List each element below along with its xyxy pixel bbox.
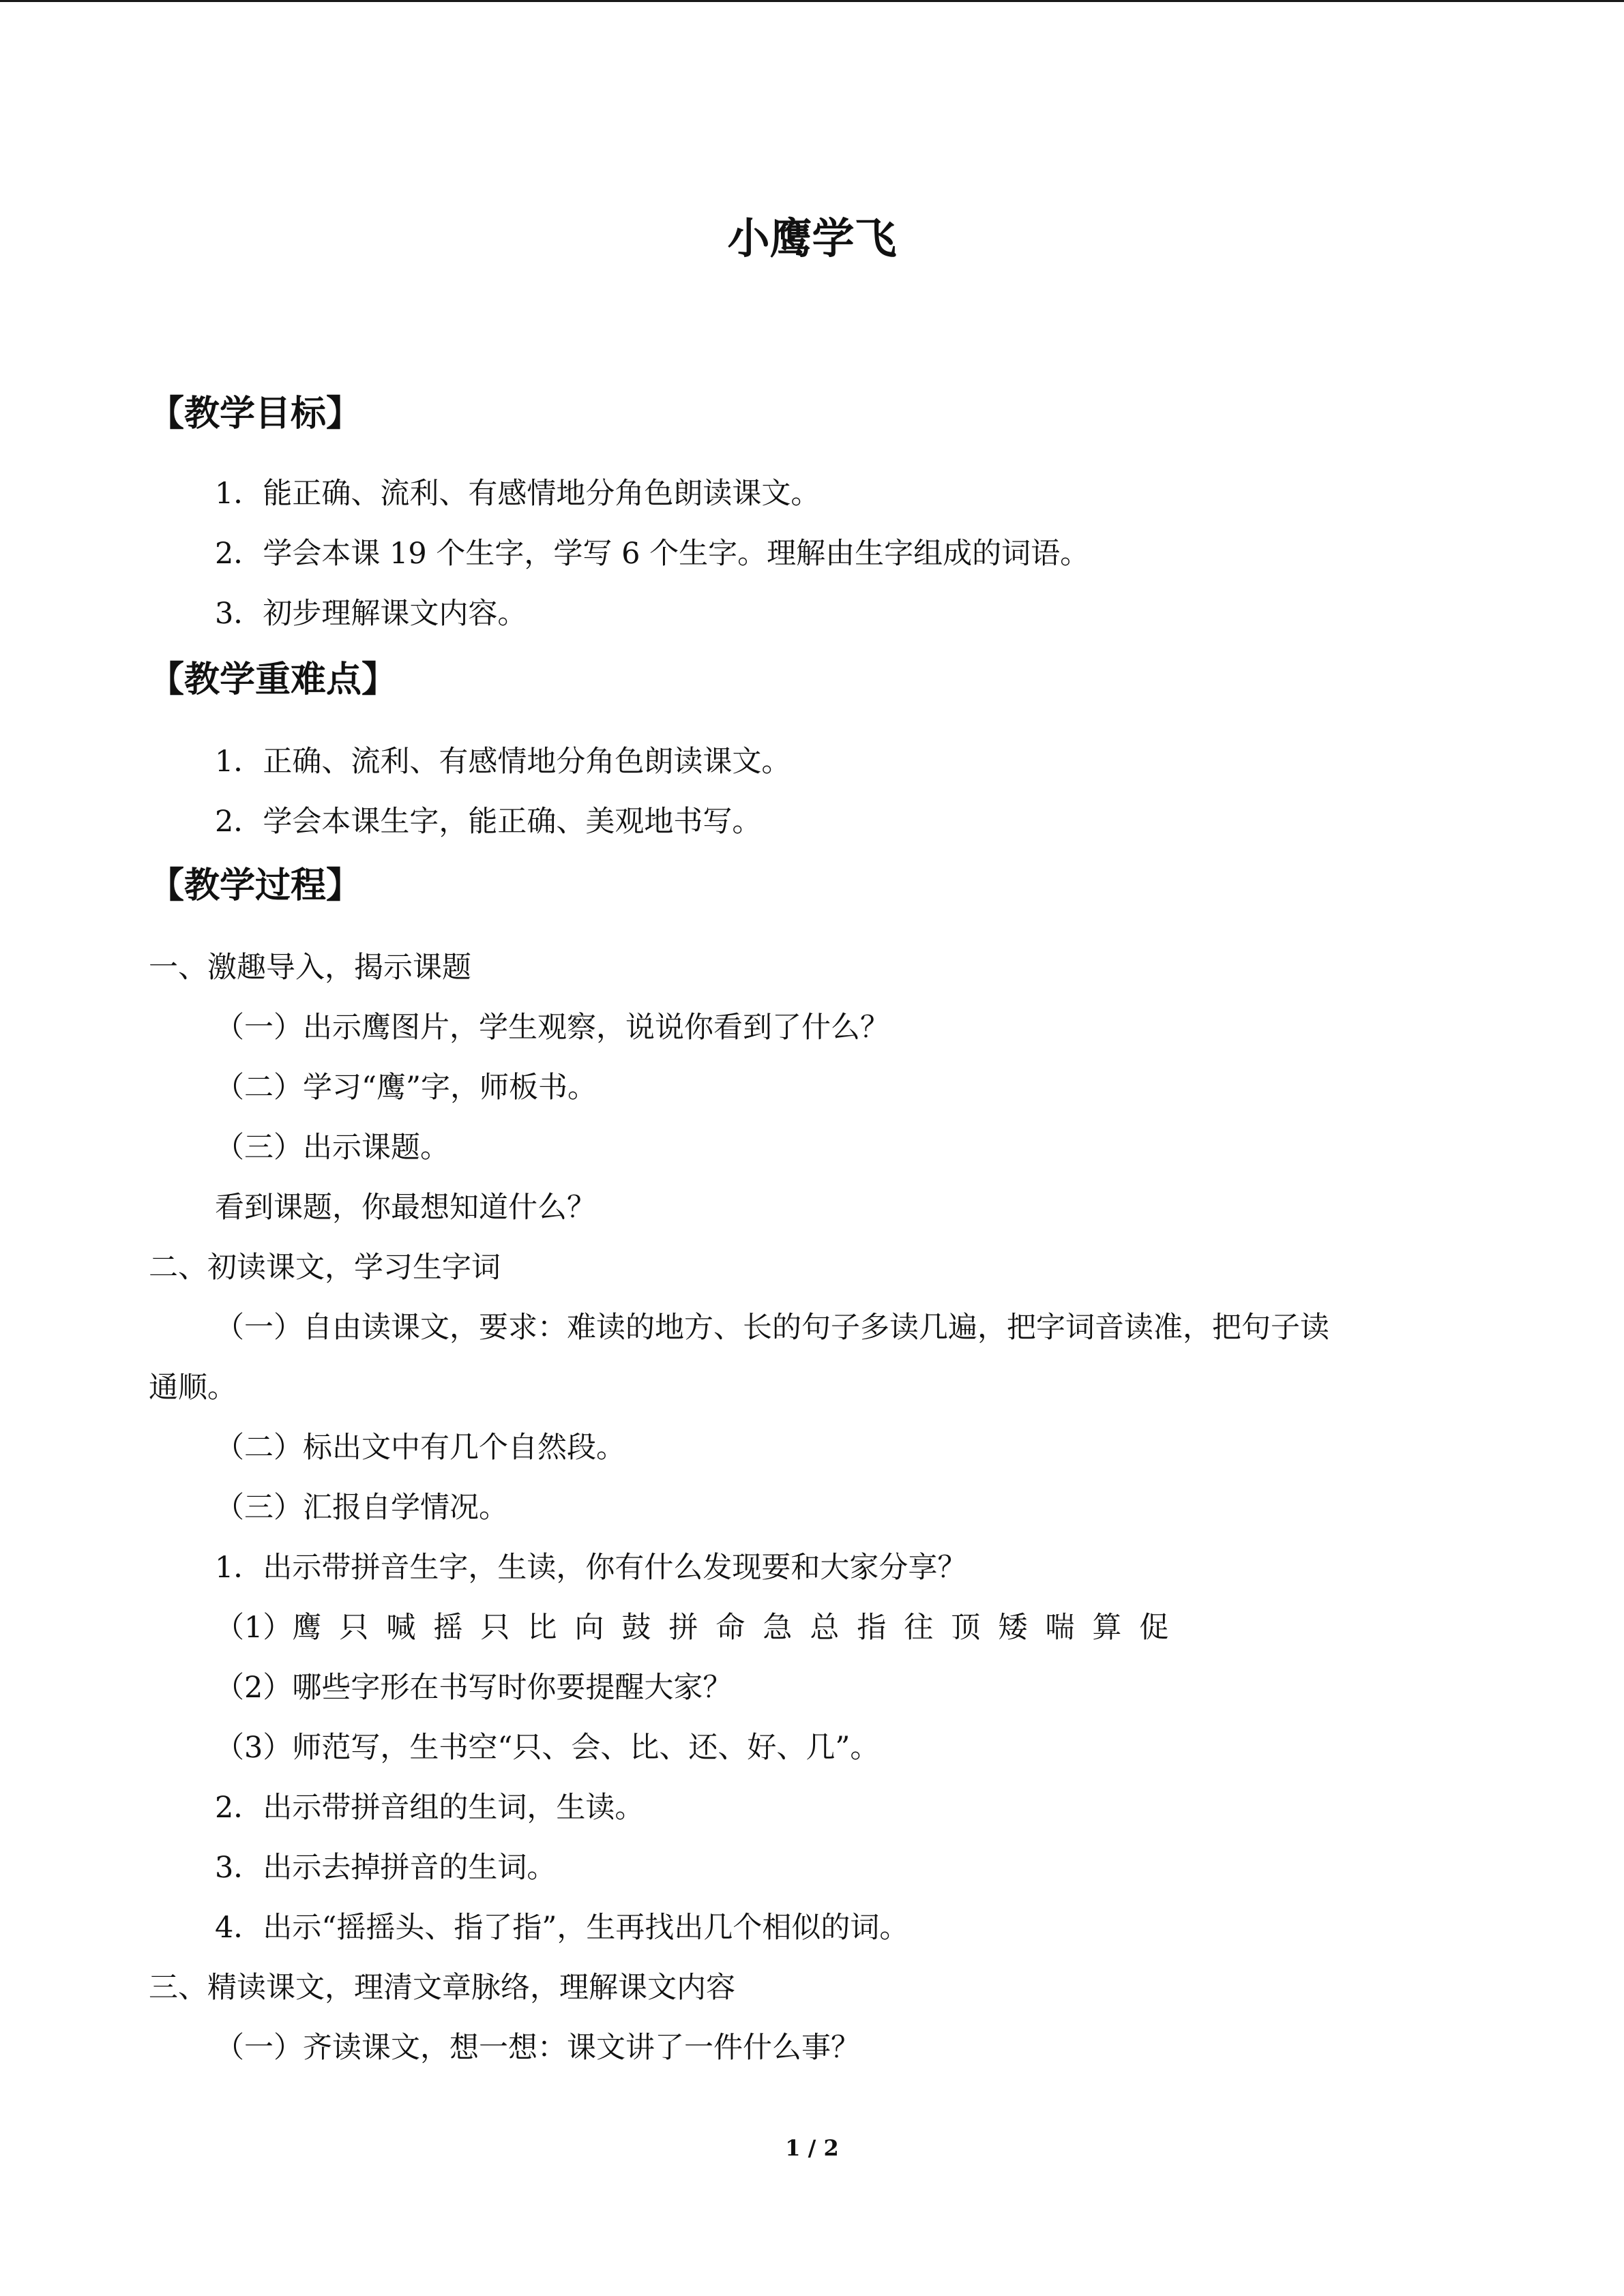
process-line: （三）出示课题。 bbox=[215, 1131, 449, 1165]
process-line: （二）标出文中有几个自然段。 bbox=[215, 1431, 625, 1465]
section-heading-process: 【教学过程】 bbox=[149, 865, 362, 906]
process-line: 4．出示“摇摇头、指了指”，生再找出几个相似的词。 bbox=[215, 1911, 909, 1945]
process-line: （二）学习“鹰”字，师板书。 bbox=[215, 1071, 597, 1105]
document-title: 小鹰学飞 bbox=[727, 213, 897, 263]
process-line: （2）哪些字形在书写时你要提醒大家？ bbox=[215, 1671, 733, 1705]
section-heading-key-points: 【教学重难点】 bbox=[149, 659, 398, 700]
process-line: 3．出示去掉拼音的生词。 bbox=[215, 1851, 557, 1885]
process-line: （三）汇报自学情况。 bbox=[215, 1491, 508, 1525]
process-step-heading: 二、初读课文，学习生字词 bbox=[149, 1251, 501, 1285]
process-line: 1．出示带拼音生字，生读，你有什么发现要和大家分享？ bbox=[215, 1551, 967, 1585]
process-line: （一）齐读课文，想一想：课文讲了一件什么事？ bbox=[215, 2031, 860, 2065]
process-step-heading: 三、精读课文，理清文章脉络，理解课文内容 bbox=[149, 1971, 735, 2005]
goal-item: 2．学会本课 19 个生字，学写 6 个生字。理解由生字组成的词语。 bbox=[215, 537, 1090, 571]
process-line: 看到课题，你最想知道什么？ bbox=[215, 1191, 596, 1225]
character-list: 鹰只喊摇只比向鼓拼命急总指往顶矮喘算促 bbox=[292, 1611, 1187, 1645]
process-line: （一）出示鹰图片，学生观察，说说你看到了什么？ bbox=[215, 1011, 889, 1045]
process-line-continuation: 通顺。 bbox=[149, 1371, 237, 1405]
goal-item: 3．初步理解课文内容。 bbox=[215, 597, 527, 631]
goal-item: 1．能正确、流利、有感情地分角色朗读课文。 bbox=[215, 477, 821, 511]
process-line: （3）师范写，生书空“只、会、比、还、好、几”。 bbox=[215, 1731, 880, 1765]
key-point-item: 1．正确、流利、有感情地分角色朗读课文。 bbox=[215, 745, 791, 779]
process-line: （一）自由读课文，要求：难读的地方、长的句子多读几遍，把字词音读准，把句子读 bbox=[215, 1311, 1329, 1345]
character-list-label: （1） bbox=[215, 1611, 293, 1645]
character-list-line bbox=[215, 1608, 1186, 1648]
process-line: 2．出示带拼音组的生词，生读。 bbox=[215, 1791, 645, 1825]
key-point-item: 2．学会本课生字，能正确、美观地书写。 bbox=[215, 805, 762, 839]
section-heading-goals: 【教学目标】 bbox=[149, 393, 362, 434]
page-number: 1 / 2 bbox=[785, 2135, 839, 2161]
process-step-heading: 一、激趣导入，揭示课题 bbox=[149, 951, 471, 985]
